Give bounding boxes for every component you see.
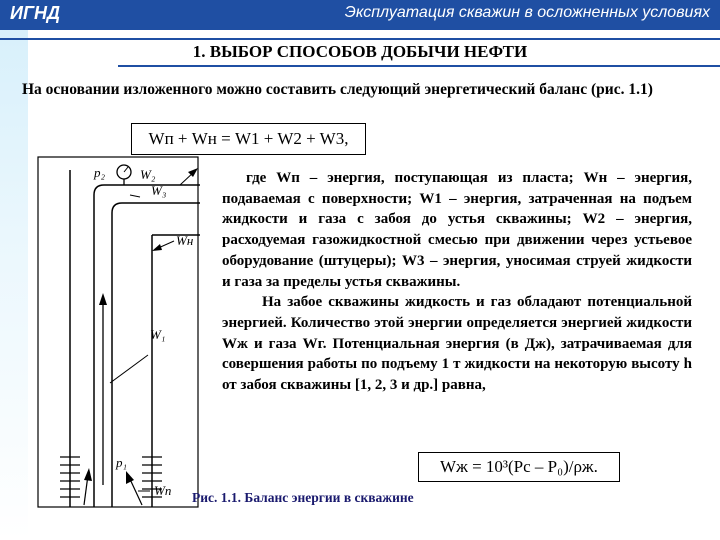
figure-caption: Рис. 1.1. Баланс энергии в скважине	[192, 490, 414, 505]
label-p1: p₁	[116, 455, 128, 470]
section-title: 1. ВЫБОР СПОСОБОВ ДОБЫЧИ НЕФТИ	[192, 42, 528, 61]
description-text	[222, 168, 692, 396]
header-bar	[0, 0, 720, 30]
header-org-label: ИГНД	[10, 3, 60, 23]
intro-text: На основании изложенного можно составить следующий энергетический баланс (рис. 1.1)	[22, 81, 653, 98]
label-w3: W₃	[151, 183, 167, 198]
variables-paragraph: где Wп – энергия, поступающая из пласта; Wн – энергия, подаваемая с поверхности; W1 – энергия, затраченная на подъем жидкости и газа с забоя до устья скважины; W2 – энергия, расходуемая газожидкостной смесью при движении через устьевое оборудование (штуцеры); W3 – энергия, уносимая струей жидкости и газа за пределы устья скважины.	[222, 170, 692, 290]
energy-balance-equation: Wп + Wн = W1 + W2 + W3,	[131, 123, 366, 155]
liquid-energy-equation: Wж = 10³(Pс – P₀)/ρж.	[418, 452, 620, 482]
title-underline	[118, 65, 720, 67]
label-wp: Wп	[154, 483, 172, 498]
well-energy-diagram	[30, 155, 210, 510]
label-w1: W₁	[150, 327, 166, 342]
header-course-title: Эксплуатация скважин в осложненных условиях	[344, 4, 710, 21]
label-w2: W₂	[140, 167, 156, 182]
potential-energy-paragraph: На забое скважины жидкость и газ обладают потенциальной энергией. Количество этой энергии определяется энергией жидкости Wж и газа Wг. Потенциальная энергия (в Дж), затрачиваемая для совершения работы по подъему 1 т жидкости на некоторую высоту h от забоя скважины [1, 2, 3 и др.] равна,	[222, 294, 692, 394]
side-gradient	[0, 30, 28, 540]
label-p2: p₂	[94, 165, 106, 180]
header-rule	[0, 38, 720, 40]
label-wn: Wн	[176, 233, 194, 248]
